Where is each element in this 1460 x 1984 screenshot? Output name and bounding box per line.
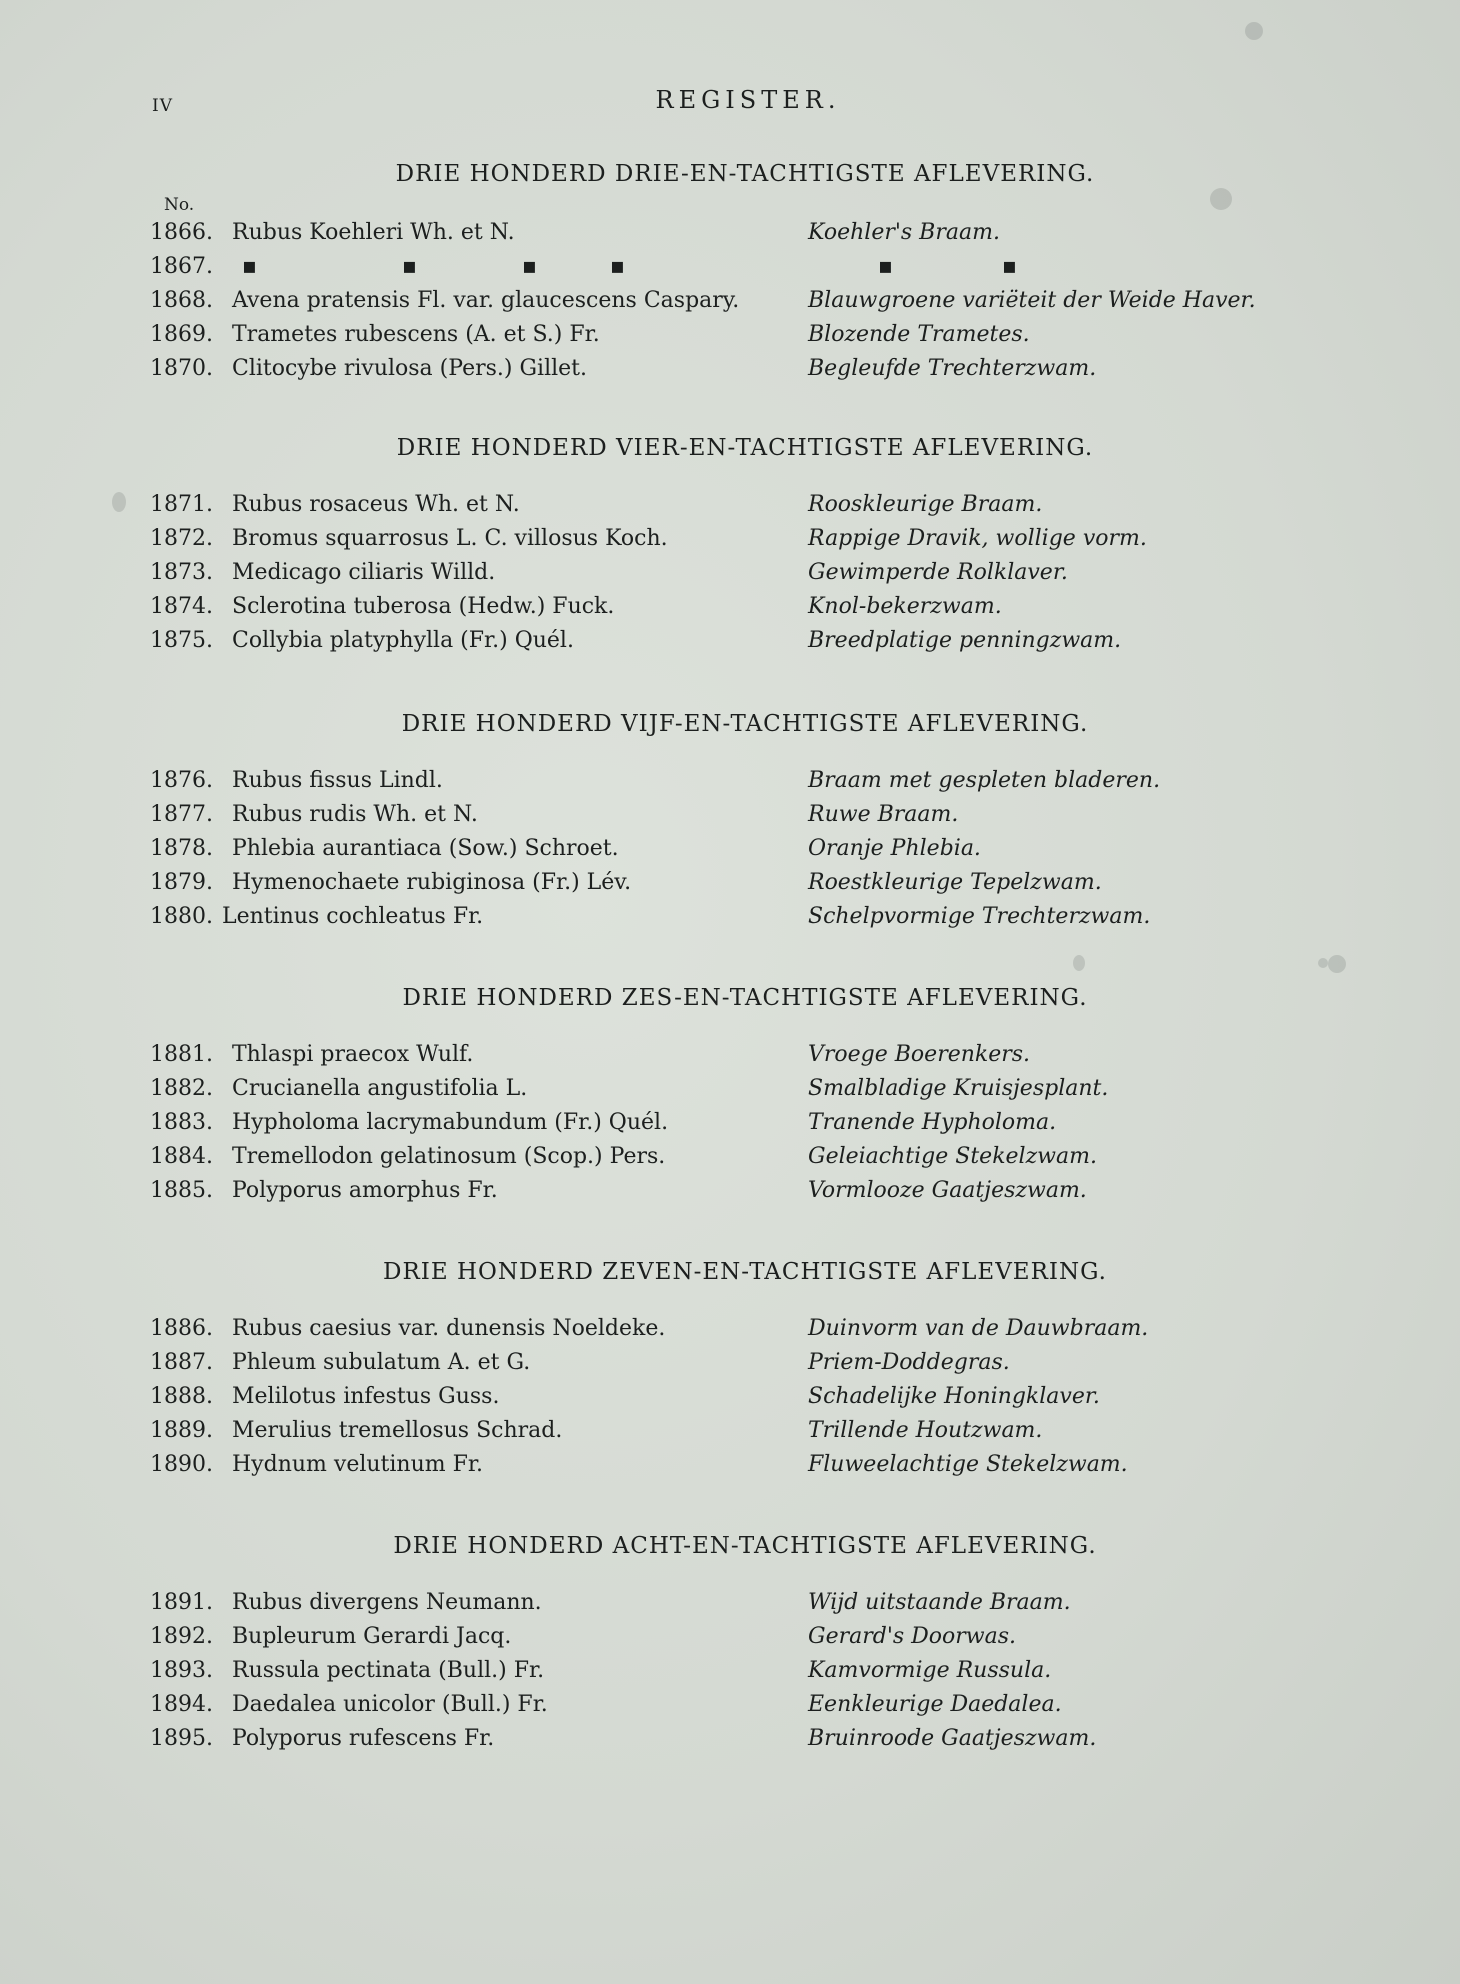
dutch-name: Blauwgroene variëteit der Weide Haver. (808, 288, 1256, 313)
register-entry (140, 1620, 1320, 1654)
register-entry (140, 1140, 1320, 1174)
entry-number: 1875. (150, 628, 213, 653)
section-title: DRIE HONDERD ZEVEN-EN-TACHTIGSTE AFLEVERING. (383, 1259, 1107, 1285)
latin-name: Collybia platyphylla (Fr.) Quél. (232, 628, 574, 653)
dutch-name: Vormlooze Gaatjeszwam. (808, 1178, 1087, 1203)
ditto-mark: ▪ (610, 254, 625, 279)
dutch-name: Smalbladige Kruisjesplant. (808, 1076, 1109, 1101)
entry-number: 1889. (150, 1418, 213, 1443)
register-entry (140, 352, 1320, 386)
paper-speck (1073, 955, 1085, 971)
entry-number: 1868. (150, 288, 213, 313)
dutch-name: Bruinroode Gaatjeszwam. (808, 1726, 1097, 1751)
dutch-name: Trillende Houtzwam. (808, 1418, 1043, 1443)
entry-number: 1869. (150, 322, 213, 347)
register-entry (140, 1722, 1320, 1756)
dutch-name: Oranje Phlebia. (808, 836, 981, 861)
entry-number: 1879. (150, 870, 213, 895)
register-entry (140, 522, 1320, 556)
latin-name: Lentinus cochleatus Fr. (222, 904, 484, 929)
latin-name: Polyporus amorphus Fr. (232, 1178, 498, 1203)
paper-speck (1245, 22, 1263, 40)
register-entry (140, 318, 1320, 352)
paper-speck (1328, 955, 1346, 973)
ditto-mark: ▪ (522, 254, 537, 279)
entry-number: 1874. (150, 594, 213, 619)
latin-name: Russula pectinata (Bull.) Fr. (232, 1658, 545, 1683)
section-387 (140, 1252, 1320, 1482)
ditto-mark: ▪ (242, 254, 257, 279)
latin-name: Hypholoma lacrymabundum (Fr.) Quél. (232, 1110, 669, 1135)
register-entry (140, 866, 1320, 900)
entry-number: 1881. (150, 1042, 213, 1067)
latin-name: Medicago ciliaris Willd. (232, 560, 496, 585)
register-entry (140, 1174, 1320, 1208)
section-383 (140, 154, 1320, 386)
entry-number: 1870. (150, 356, 213, 381)
entry-number: 1876. (150, 768, 213, 793)
section-title: DRIE HONDERD VIER-EN-TACHTIGSTE AFLEVERING. (396, 435, 1094, 461)
latin-name: Bupleurum Gerardi Jacq. (232, 1624, 512, 1649)
section-title: DRIE HONDERD VIJF-EN-TACHTIGSTE AFLEVERING. (401, 711, 1089, 737)
entry-number: 1887. (150, 1350, 213, 1375)
register-entry (140, 1688, 1320, 1722)
register-entry (140, 1312, 1320, 1346)
latin-name: Thlaspi praecox Wulf. (232, 1042, 474, 1067)
entry-number: 1867. (150, 254, 213, 279)
latin-name: Trametes rubescens (A. et S.) Fr. (232, 322, 600, 347)
section-384 (140, 428, 1320, 658)
register-entry (140, 900, 1320, 934)
entry-number: 1873. (150, 560, 213, 585)
paper-speck (1318, 958, 1328, 968)
ditto-mark: ▪ (402, 254, 417, 279)
latin-name: Rubus rudis Wh. et N. (232, 802, 478, 827)
dutch-name: Gerard's Doorwas. (808, 1624, 1017, 1649)
dutch-name: Vroege Boerenkers. (808, 1042, 1031, 1067)
register-entry (140, 764, 1320, 798)
entry-number: 1866. (150, 220, 213, 245)
entry-number: 1884. (150, 1144, 213, 1169)
entry-number: 1872. (150, 526, 213, 551)
latin-name: Melilotus infestus Guss. (232, 1384, 500, 1409)
dutch-name: Wijd uitstaande Braam. (808, 1590, 1071, 1615)
dutch-name: Koehler's Braam. (808, 220, 1000, 245)
entry-number: 1878. (150, 836, 213, 861)
entry-number: 1891. (150, 1590, 213, 1615)
latin-name: Sclerotina tuberosa (Hedw.) Fuck. (232, 594, 615, 619)
entry-number: 1894. (150, 1692, 213, 1717)
section-title: DRIE HONDERD ACHT-EN-TACHTIGSTE AFLEVERING. (393, 1533, 1097, 1559)
dutch-name: Kamvormige Russula. (808, 1658, 1052, 1683)
latin-name: Rubus fissus Lindl. (232, 768, 443, 793)
paper-speck (112, 492, 126, 512)
ditto-mark: ▪ (1002, 254, 1017, 279)
dutch-name: Knol-bekerzwam. (808, 594, 1002, 619)
register-entry (140, 1106, 1320, 1140)
dutch-name: Ruwe Braam. (808, 802, 959, 827)
dutch-name: Begleufde Trechterzwam. (808, 356, 1097, 381)
register-entry (140, 832, 1320, 866)
section-title: DRIE HONDERD ZES-EN-TACHTIGSTE AFLEVERING. (402, 985, 1088, 1011)
latin-name: Polyporus rufescens Fr. (232, 1726, 495, 1751)
entry-number: 1892. (150, 1624, 213, 1649)
latin-name: Rubus Koehleri Wh. et N. (232, 220, 515, 245)
dutch-name: Breedplatige penningzwam. (808, 628, 1122, 653)
dutch-name: Braam met gespleten bladeren. (808, 768, 1161, 793)
section-388 (140, 1526, 1320, 1756)
latin-name: Crucianella angustifolia L. (232, 1076, 528, 1101)
register-entry (140, 250, 1320, 284)
dutch-name: Schadelijke Honingklaver. (808, 1384, 1100, 1409)
register-entry (140, 1414, 1320, 1448)
register-entry (140, 284, 1320, 318)
dutch-name: Duinvorm van de Dauwbraam. (808, 1316, 1149, 1341)
entry-number: 1888. (150, 1384, 213, 1409)
dutch-name: Gewimperde Rolklaver. (808, 560, 1068, 585)
register-entry (140, 624, 1320, 658)
ditto-mark: ▪ (878, 254, 893, 279)
latin-name: Rubus caesius var. dunensis Noeldeke. (232, 1316, 666, 1341)
dutch-name: Blozende Trametes. (808, 322, 1030, 347)
register-entry (140, 488, 1320, 522)
entry-number: 1871. (150, 492, 213, 517)
entry-number: 1883. (150, 1110, 213, 1135)
register-entry (140, 1038, 1320, 1072)
section-386 (140, 978, 1320, 1208)
entry-number: 1880. (150, 904, 213, 929)
register-entry (140, 1448, 1320, 1482)
dutch-name: Rooskleurige Braam. (808, 492, 1043, 517)
register-entry (140, 1346, 1320, 1380)
entry-number: 1893. (150, 1658, 213, 1683)
section-title: DRIE HONDERD DRIE-EN-TACHTIGSTE AFLEVERING. (395, 161, 1095, 187)
register-entry (140, 216, 1320, 250)
latin-name: Hymenochaete rubiginosa (Fr.) Lév. (232, 870, 632, 895)
folio-number: IV (152, 96, 173, 116)
register-entry (140, 556, 1320, 590)
latin-name: Phleum subulatum A. et G. (232, 1350, 531, 1375)
number-column-label: No. (164, 195, 195, 215)
register-entry (140, 590, 1320, 624)
entry-number: 1877. (150, 802, 213, 827)
latin-name: Merulius tremellosus Schrad. (232, 1418, 563, 1443)
register-entry (140, 1380, 1320, 1414)
entry-number: 1895. (150, 1726, 213, 1751)
latin-name: Tremellodon gelatinosum (Scop.) Pers. (232, 1144, 666, 1169)
register-entry (140, 1072, 1320, 1106)
running-title: REGISTER. (655, 86, 841, 114)
latin-name: Clitocybe rivulosa (Pers.) Gillet. (232, 356, 587, 381)
dutch-name: Rappige Dravik, wollige vorm. (808, 526, 1147, 551)
dutch-name: Roestkleurige Tepelzwam. (808, 870, 1102, 895)
entry-number: 1885. (150, 1178, 213, 1203)
register-entry (140, 1586, 1320, 1620)
entry-number: 1882. (150, 1076, 213, 1101)
dutch-name: Geleiachtige Stekelzwam. (808, 1144, 1097, 1169)
entry-number: 1886. (150, 1316, 213, 1341)
dutch-name: Tranende Hypholoma. (808, 1110, 1057, 1135)
dutch-name: Schelpvormige Trechterzwam. (808, 904, 1151, 929)
dutch-name: Priem-Doddegras. (808, 1350, 1010, 1375)
dutch-name: Fluweelachtige Stekelzwam. (808, 1452, 1128, 1477)
latin-name: Hydnum velutinum Fr. (232, 1452, 483, 1477)
section-385 (140, 704, 1320, 934)
latin-name: Daedalea unicolor (Bull.) Fr. (232, 1692, 548, 1717)
latin-name: Rubus rosaceus Wh. et N. (232, 492, 520, 517)
register-entry (140, 798, 1320, 832)
register-entry (140, 1654, 1320, 1688)
latin-name: Bromus squarrosus L. C. villosus Koch. (232, 526, 668, 551)
latin-name: Avena pratensis Fl. var. glaucescens Caspary. (232, 288, 740, 313)
latin-name: Rubus divergens Neumann. (232, 1590, 542, 1615)
dutch-name: Eenkleurige Daedalea. (808, 1692, 1062, 1717)
entry-number: 1890. (150, 1452, 213, 1477)
latin-name: Phlebia aurantiaca (Sow.) Schroet. (232, 836, 619, 861)
